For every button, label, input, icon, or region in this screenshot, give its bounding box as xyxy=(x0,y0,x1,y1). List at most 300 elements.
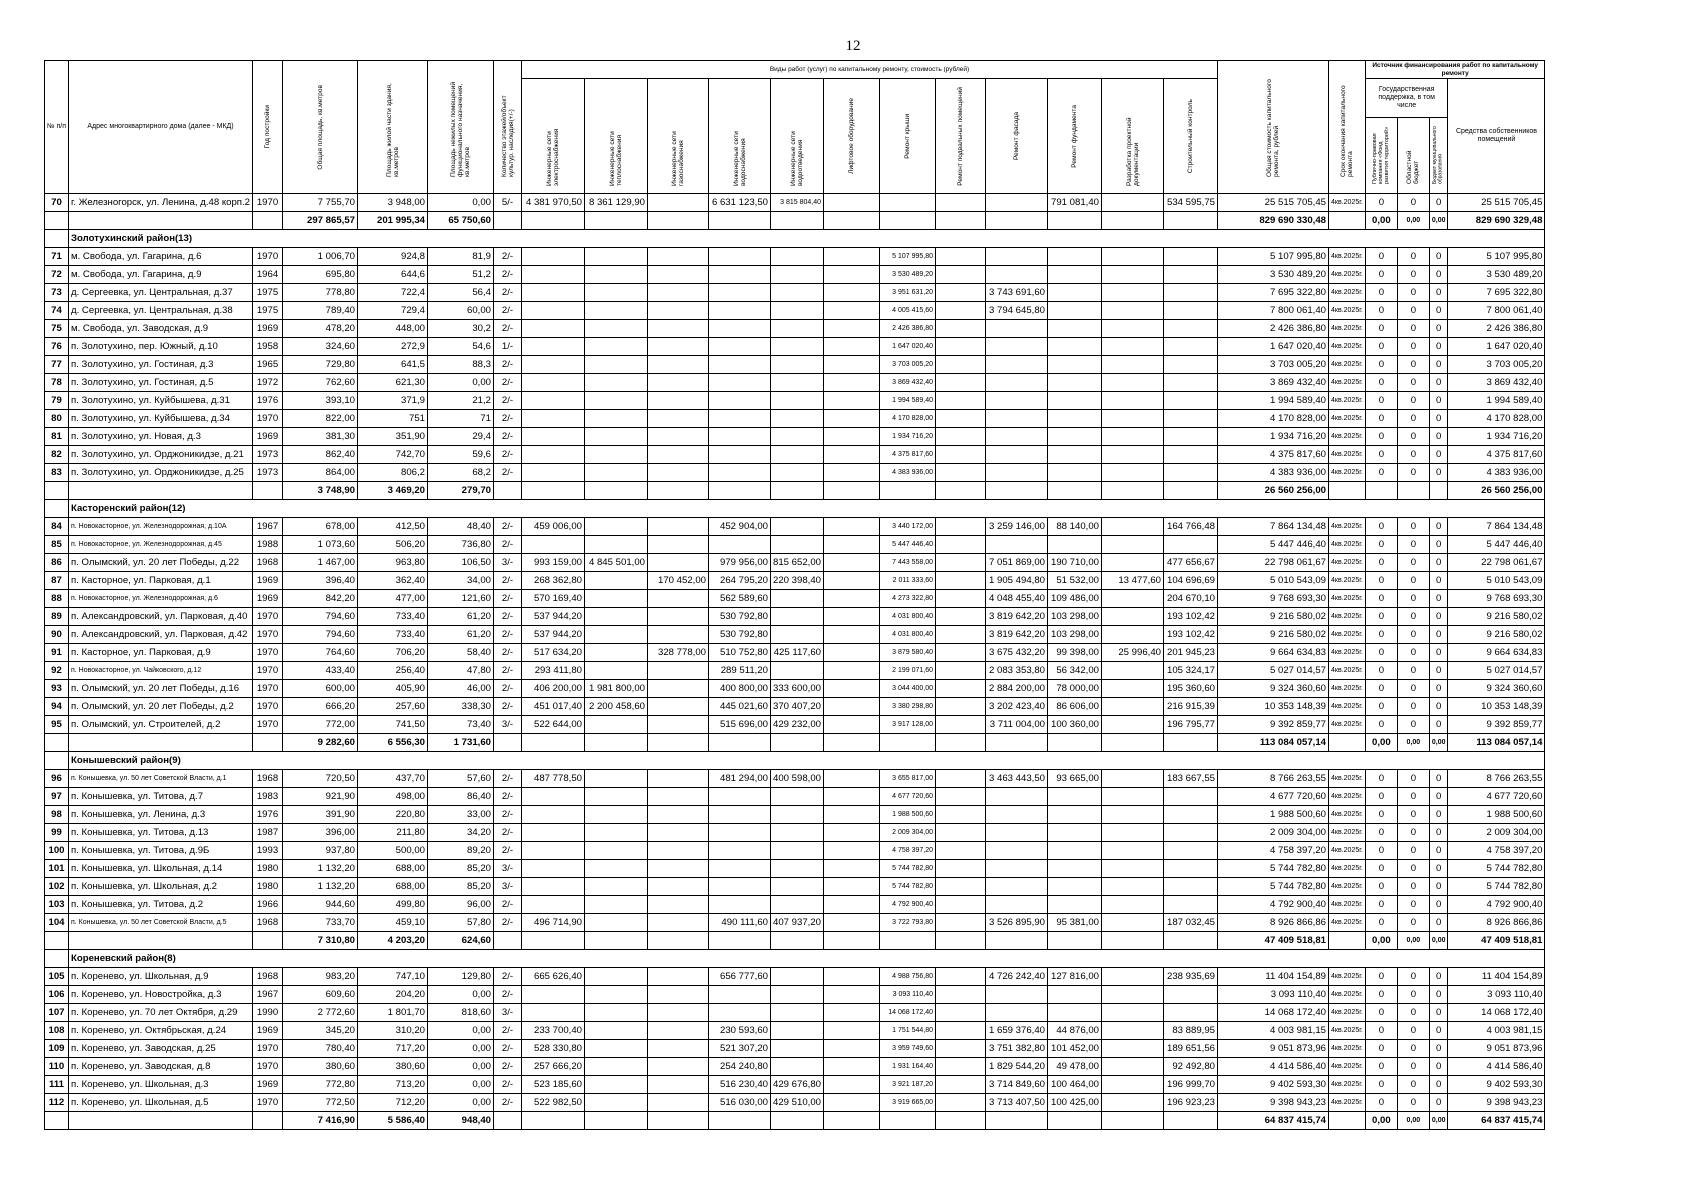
living-area: 741,50 xyxy=(358,716,428,734)
municipal-amount: 0 xyxy=(1429,410,1448,428)
row-number: 106 xyxy=(45,986,69,1004)
empty-cell xyxy=(824,482,880,500)
fund-amount: 0 xyxy=(1365,770,1397,788)
work-gas-cost xyxy=(648,266,709,284)
row-number: 102 xyxy=(45,878,69,896)
total-cost: 4 170 828,00 xyxy=(1218,410,1329,428)
subtotal-regional xyxy=(1397,482,1429,500)
fund-amount: 0 xyxy=(1365,842,1397,860)
empty-cell xyxy=(936,212,986,230)
work-basement-cost xyxy=(936,626,986,644)
work-electric-cost: 517 634,20 xyxy=(522,644,585,662)
work-roof-cost: 4 170 828,00 xyxy=(880,410,936,428)
owners-amount: 7 864 134,48 xyxy=(1448,518,1545,536)
floors: 2/- xyxy=(494,788,522,806)
municipal-amount: 0 xyxy=(1429,662,1448,680)
regional-amount: 0 xyxy=(1397,536,1429,554)
work-heating-cost xyxy=(585,392,648,410)
region-heading-row xyxy=(45,752,1545,770)
regional-amount: 0 xyxy=(1397,446,1429,464)
subtotal-owners: 113 084 057,14 xyxy=(1448,734,1545,752)
empty-cell xyxy=(494,932,522,950)
floors: 2/- xyxy=(494,824,522,842)
work-heating-cost: 4 845 501,00 xyxy=(585,554,648,572)
work-heating-cost: 8 361 129,90 xyxy=(585,194,648,212)
work-gas-cost xyxy=(648,194,709,212)
work-basement-cost xyxy=(936,860,986,878)
municipal-amount: 0 xyxy=(1429,356,1448,374)
work-heating-cost xyxy=(585,824,648,842)
work-sewage-cost: 425 117,60 xyxy=(771,644,824,662)
empty-cell xyxy=(771,212,824,230)
house-row xyxy=(45,554,1545,572)
work-sewage-cost: 400 598,00 xyxy=(771,770,824,788)
house-row xyxy=(45,878,1545,896)
total-area: 1 006,70 xyxy=(283,248,358,266)
work-basement-cost xyxy=(936,446,986,464)
work-electric-cost: 528 330,80 xyxy=(522,1040,585,1058)
living-area: 706,20 xyxy=(358,644,428,662)
municipal-amount: 0 xyxy=(1429,518,1448,536)
region-name: Конышевский район(9) xyxy=(69,752,1545,770)
row-number: 82 xyxy=(45,446,69,464)
house-row xyxy=(45,1004,1545,1022)
fund-amount: 0 xyxy=(1365,878,1397,896)
total-cost: 9 324 360,60 xyxy=(1218,680,1329,698)
regional-amount: 0 xyxy=(1397,1022,1429,1040)
living-area: 211,80 xyxy=(358,824,428,842)
total-area: 864,00 xyxy=(283,464,358,482)
house-row xyxy=(45,716,1545,734)
work-control-cost xyxy=(1164,806,1218,824)
work-control-cost: 534 595,75 xyxy=(1164,194,1218,212)
house-address: д. Сергеевка, ул. Центральная, д.38 xyxy=(69,302,253,320)
subtotal-nonliving-area: 65 750,60 xyxy=(428,212,494,230)
fund-amount: 0 xyxy=(1365,806,1397,824)
subtotal-fund: 0,00 xyxy=(1365,1112,1397,1130)
regional-amount: 0 xyxy=(1397,194,1429,212)
house-address: п. Золотухино, ул. Куйбышева, д.34 xyxy=(69,410,253,428)
empty-cell xyxy=(585,482,648,500)
build-year: 1969 xyxy=(253,320,283,338)
municipal-amount: 0 xyxy=(1429,284,1448,302)
owners-amount: 22 798 061,67 xyxy=(1448,554,1545,572)
work-electric-cost xyxy=(522,878,585,896)
subtotal-fund: 0,00 xyxy=(1365,212,1397,230)
municipal-amount: 0 xyxy=(1429,302,1448,320)
house-row xyxy=(45,824,1545,842)
owners-amount: 2 009 304,00 xyxy=(1448,824,1545,842)
build-year: 1967 xyxy=(253,518,283,536)
floors: 2/- xyxy=(494,320,522,338)
nonliving-area: 0,00 xyxy=(428,1076,494,1094)
work-foundation-cost: 100 360,00 xyxy=(1048,716,1102,734)
empty-cell xyxy=(936,1112,986,1130)
work-roof-cost: 4 792 900,40 xyxy=(880,896,936,914)
work-heating-cost xyxy=(585,302,648,320)
subtotal-total-cost: 829 690 330,48 xyxy=(1218,212,1329,230)
work-elevator-cost xyxy=(824,464,880,482)
empty-cell xyxy=(585,932,648,950)
work-roof-cost xyxy=(880,194,936,212)
work-gas-cost xyxy=(648,680,709,698)
fund-amount: 0 xyxy=(1365,1076,1397,1094)
nonliving-area: 34,00 xyxy=(428,572,494,590)
floors: 2/- xyxy=(494,266,522,284)
owners-amount: 4 677 720,60 xyxy=(1448,788,1545,806)
floors: 2/- xyxy=(494,608,522,626)
municipal-amount: 0 xyxy=(1429,968,1448,986)
municipal-amount: 0 xyxy=(1429,266,1448,284)
nonliving-area: 48,40 xyxy=(428,518,494,536)
work-electric-cost: 522 982,50 xyxy=(522,1094,585,1112)
total-cost: 4 677 720,60 xyxy=(1218,788,1329,806)
house-address: п. Золотухино, ул. Гостиная, д.3 xyxy=(69,356,253,374)
work-facade-cost xyxy=(986,266,1048,284)
header-work-electric: Инженерные сети электроснабжения xyxy=(522,79,585,194)
subtotal-nonliving-area: 279,70 xyxy=(428,482,494,500)
work-facade-cost: 3 259 146,00 xyxy=(986,518,1048,536)
nonliving-area: 71 xyxy=(428,410,494,428)
total-cost: 3 869 432,40 xyxy=(1218,374,1329,392)
work-sewage-cost: 429 676,80 xyxy=(771,1076,824,1094)
floors: 2/- xyxy=(494,536,522,554)
row-number: 100 xyxy=(45,842,69,860)
work-electric-cost: 257 666,20 xyxy=(522,1058,585,1076)
regional-amount: 0 xyxy=(1397,788,1429,806)
work-foundation-cost: 49 478,00 xyxy=(1048,1058,1102,1076)
regional-amount: 0 xyxy=(1397,824,1429,842)
empty-cell xyxy=(1329,482,1366,500)
work-foundation-cost xyxy=(1048,446,1102,464)
work-basement-cost xyxy=(936,968,986,986)
living-area: 498,00 xyxy=(358,788,428,806)
work-water-cost: 445 021,60 xyxy=(709,698,771,716)
work-heating-cost xyxy=(585,788,648,806)
work-heating-cost xyxy=(585,266,648,284)
header-work-gas: Инженерные сети газоснабжения xyxy=(648,79,709,194)
work-facade-cost xyxy=(986,410,1048,428)
living-area: 733,40 xyxy=(358,626,428,644)
work-design-cost xyxy=(1102,842,1164,860)
work-basement-cost xyxy=(936,806,986,824)
work-roof-cost: 4 677 720,60 xyxy=(880,788,936,806)
work-elevator-cost xyxy=(824,986,880,1004)
work-basement-cost xyxy=(936,1004,986,1022)
empty-cell xyxy=(585,734,648,752)
work-control-cost: 104 696,69 xyxy=(1164,572,1218,590)
owners-amount: 4 375 817,60 xyxy=(1448,446,1545,464)
empty-cell xyxy=(986,482,1048,500)
work-roof-cost: 2 426 386,80 xyxy=(880,320,936,338)
work-roof-cost: 3 093 110,40 xyxy=(880,986,936,1004)
work-control-cost: 238 935,69 xyxy=(1164,968,1218,986)
work-facade-cost xyxy=(986,374,1048,392)
work-water-cost xyxy=(709,464,771,482)
regional-amount: 0 xyxy=(1397,1040,1429,1058)
work-control-cost: 189 651,56 xyxy=(1164,1040,1218,1058)
subtotal-fund: 0,00 xyxy=(1365,734,1397,752)
fund-amount: 0 xyxy=(1365,1040,1397,1058)
work-facade-cost xyxy=(986,194,1048,212)
work-elevator-cost xyxy=(824,1040,880,1058)
owners-amount: 3 869 432,40 xyxy=(1448,374,1545,392)
row-number: 79 xyxy=(45,392,69,410)
work-gas-cost xyxy=(648,320,709,338)
empty-cell xyxy=(45,482,69,500)
header-nonliving-area: Площадь нежилых помещений функционального назначения, кв.метров xyxy=(428,61,494,194)
regional-amount: 0 xyxy=(1397,266,1429,284)
deadline: 4кв.2025г. xyxy=(1329,338,1366,356)
nonliving-area: 0,00 xyxy=(428,374,494,392)
living-area: 806,2 xyxy=(358,464,428,482)
owners-amount: 3 703 005,20 xyxy=(1448,356,1545,374)
work-heating-cost xyxy=(585,356,648,374)
owners-amount: 3 093 110,40 xyxy=(1448,986,1545,1004)
owners-amount: 9 768 693,30 xyxy=(1448,590,1545,608)
total-cost: 5 744 782,80 xyxy=(1218,860,1329,878)
nonliving-area: 61,20 xyxy=(428,608,494,626)
work-design-cost xyxy=(1102,428,1164,446)
work-heating-cost xyxy=(585,284,648,302)
house-row xyxy=(45,266,1545,284)
subtotal-row xyxy=(45,482,1545,500)
work-design-cost xyxy=(1102,1022,1164,1040)
empty-cell xyxy=(45,230,69,248)
work-basement-cost xyxy=(936,788,986,806)
work-gas-cost xyxy=(648,968,709,986)
living-area: 405,90 xyxy=(358,680,428,698)
work-water-cost: 254 240,80 xyxy=(709,1058,771,1076)
work-control-cost xyxy=(1164,536,1218,554)
regional-amount: 0 xyxy=(1397,860,1429,878)
total-cost: 1 647 020,40 xyxy=(1218,338,1329,356)
work-roof-cost: 14 068 172,40 xyxy=(880,1004,936,1022)
work-control-cost xyxy=(1164,248,1218,266)
work-electric-cost xyxy=(522,248,585,266)
work-gas-cost xyxy=(648,716,709,734)
living-area: 220,80 xyxy=(358,806,428,824)
work-foundation-cost: 101 452,00 xyxy=(1048,1040,1102,1058)
total-area: 1 132,20 xyxy=(283,860,358,878)
work-foundation-cost: 99 398,00 xyxy=(1048,644,1102,662)
work-gas-cost xyxy=(648,878,709,896)
work-foundation-cost: 51 532,00 xyxy=(1048,572,1102,590)
work-electric-cost xyxy=(522,536,585,554)
municipal-amount: 0 xyxy=(1429,608,1448,626)
owners-amount: 5 744 782,80 xyxy=(1448,860,1545,878)
empty-cell xyxy=(1048,734,1102,752)
empty-cell xyxy=(494,212,522,230)
owners-amount: 9 398 943,23 xyxy=(1448,1094,1545,1112)
row-number: 99 xyxy=(45,824,69,842)
fund-amount: 0 xyxy=(1365,518,1397,536)
empty-cell xyxy=(771,932,824,950)
work-roof-cost: 2 009 304,00 xyxy=(880,824,936,842)
work-roof-cost: 1 934 716,20 xyxy=(880,428,936,446)
house-row xyxy=(45,590,1545,608)
subtotal-municipal: 0,00 xyxy=(1429,734,1448,752)
municipal-amount: 0 xyxy=(1429,428,1448,446)
house-address: п. Золотухино, ул. Новая, д.3 xyxy=(69,428,253,446)
work-design-cost xyxy=(1102,356,1164,374)
regional-amount: 0 xyxy=(1397,248,1429,266)
regional-amount: 0 xyxy=(1397,878,1429,896)
row-number: 88 xyxy=(45,590,69,608)
work-roof-cost: 5 447 446,40 xyxy=(880,536,936,554)
total-area: 772,50 xyxy=(283,1094,358,1112)
owners-amount: 9 324 360,60 xyxy=(1448,680,1545,698)
work-control-cost xyxy=(1164,878,1218,896)
work-design-cost: 25 996,40 xyxy=(1102,644,1164,662)
work-sewage-cost: 3 815 804,40 xyxy=(771,194,824,212)
header-floors: Количество этажей/объект культур. наследия(+/-) xyxy=(494,61,522,194)
living-area: 448,00 xyxy=(358,320,428,338)
work-basement-cost xyxy=(936,1094,986,1112)
fund-amount: 0 xyxy=(1365,1058,1397,1076)
floors: 2/- xyxy=(494,662,522,680)
total-cost: 22 798 061,67 xyxy=(1218,554,1329,572)
deadline: 4кв.2025г. xyxy=(1329,896,1366,914)
build-year: 1970 xyxy=(253,716,283,734)
empty-cell xyxy=(1329,734,1366,752)
nonliving-area: 29,4 xyxy=(428,428,494,446)
subtotal-total-cost: 113 084 057,14 xyxy=(1218,734,1329,752)
work-water-cost: 656 777,60 xyxy=(709,968,771,986)
work-heating-cost xyxy=(585,896,648,914)
row-number: 71 xyxy=(45,248,69,266)
fund-amount: 0 xyxy=(1365,1022,1397,1040)
work-elevator-cost xyxy=(824,338,880,356)
work-design-cost xyxy=(1102,680,1164,698)
deadline: 4кв.2025г. xyxy=(1329,860,1366,878)
work-sewage-cost xyxy=(771,266,824,284)
work-heating-cost xyxy=(585,1004,648,1022)
work-sewage-cost: 815 652,00 xyxy=(771,554,824,572)
work-roof-cost: 4 031 800,40 xyxy=(880,626,936,644)
work-heating-cost xyxy=(585,428,648,446)
nonliving-area: 57,60 xyxy=(428,770,494,788)
region-heading-row xyxy=(45,950,1545,968)
header-year: Год постройки xyxy=(253,61,283,194)
work-design-cost xyxy=(1102,1094,1164,1112)
work-design-cost xyxy=(1102,1004,1164,1022)
owners-amount: 1 988 500,60 xyxy=(1448,806,1545,824)
deadline: 4кв.2025г. xyxy=(1329,266,1366,284)
work-gas-cost xyxy=(648,1076,709,1094)
nonliving-area: 0,00 xyxy=(428,1022,494,1040)
work-electric-cost xyxy=(522,896,585,914)
work-sewage-cost xyxy=(771,1022,824,1040)
empty-cell xyxy=(936,482,986,500)
total-area: 937,80 xyxy=(283,842,358,860)
nonliving-area: 56,4 xyxy=(428,284,494,302)
work-facade-cost: 3 711 004,00 xyxy=(986,716,1048,734)
work-foundation-cost xyxy=(1048,428,1102,446)
living-area: 362,40 xyxy=(358,572,428,590)
total-cost: 9 402 593,30 xyxy=(1218,1076,1329,1094)
subtotal-owners: 829 690 329,48 xyxy=(1448,212,1545,230)
municipal-amount: 0 xyxy=(1429,1094,1448,1112)
living-area: 371,9 xyxy=(358,392,428,410)
work-gas-cost xyxy=(648,698,709,716)
work-elevator-cost xyxy=(824,608,880,626)
work-roof-cost: 3 879 580,40 xyxy=(880,644,936,662)
repair-program-table xyxy=(44,60,1545,1130)
fund-amount: 0 xyxy=(1365,716,1397,734)
regional-amount: 0 xyxy=(1397,1094,1429,1112)
deadline: 4кв.2025г. xyxy=(1329,536,1366,554)
work-control-cost: 183 667,55 xyxy=(1164,770,1218,788)
deadline: 4кв.2025г. xyxy=(1329,878,1366,896)
work-heating-cost xyxy=(585,410,648,428)
work-sewage-cost xyxy=(771,626,824,644)
work-control-cost xyxy=(1164,446,1218,464)
work-design-cost xyxy=(1102,914,1164,932)
work-facade-cost: 3 202 423,40 xyxy=(986,698,1048,716)
work-water-cost: 481 294,00 xyxy=(709,770,771,788)
work-design-cost xyxy=(1102,662,1164,680)
subtotal-living-area: 4 203,20 xyxy=(358,932,428,950)
work-facade-cost xyxy=(986,842,1048,860)
living-area: 412,50 xyxy=(358,518,428,536)
deadline: 4кв.2025г. xyxy=(1329,1058,1366,1076)
work-electric-cost: 451 017,40 xyxy=(522,698,585,716)
work-foundation-cost: 103 298,00 xyxy=(1048,608,1102,626)
municipal-amount: 0 xyxy=(1429,878,1448,896)
work-water-cost xyxy=(709,806,771,824)
work-sewage-cost xyxy=(771,302,824,320)
municipal-amount: 0 xyxy=(1429,1040,1448,1058)
empty-cell xyxy=(253,482,283,500)
deadline: 4кв.2025г. xyxy=(1329,1022,1366,1040)
total-area: 729,80 xyxy=(283,356,358,374)
total-area: 324,60 xyxy=(283,338,358,356)
header-municipal: Бюджет муниципального образования xyxy=(1429,117,1448,193)
row-number: 97 xyxy=(45,788,69,806)
work-control-cost xyxy=(1164,374,1218,392)
work-basement-cost xyxy=(936,1022,986,1040)
empty-cell xyxy=(880,932,936,950)
fund-amount: 0 xyxy=(1365,590,1397,608)
living-area: 437,70 xyxy=(358,770,428,788)
work-facade-cost xyxy=(986,446,1048,464)
build-year: 1988 xyxy=(253,536,283,554)
house-address: п. Конышевка, ул. Титова, д.7 xyxy=(69,788,253,806)
row-number: 85 xyxy=(45,536,69,554)
work-gas-cost xyxy=(648,860,709,878)
floors: 2/- xyxy=(494,572,522,590)
work-sewage-cost xyxy=(771,320,824,338)
empty-cell xyxy=(648,1112,709,1130)
house-address: п. Конышевка, ул. Титова, д.9Б xyxy=(69,842,253,860)
work-elevator-cost xyxy=(824,626,880,644)
floors: 2/- xyxy=(494,518,522,536)
floors: 2/- xyxy=(494,248,522,266)
total-area: 778,80 xyxy=(283,284,358,302)
build-year: 1970 xyxy=(253,680,283,698)
work-heating-cost xyxy=(585,662,648,680)
row-number: 94 xyxy=(45,698,69,716)
row-number: 84 xyxy=(45,518,69,536)
work-facade-cost xyxy=(986,824,1048,842)
house-row xyxy=(45,284,1545,302)
total-cost: 25 515 705,45 xyxy=(1218,194,1329,212)
subtotal-row xyxy=(45,734,1545,752)
owners-amount: 1 647 020,40 xyxy=(1448,338,1545,356)
work-control-cost xyxy=(1164,392,1218,410)
empty-cell xyxy=(986,734,1048,752)
